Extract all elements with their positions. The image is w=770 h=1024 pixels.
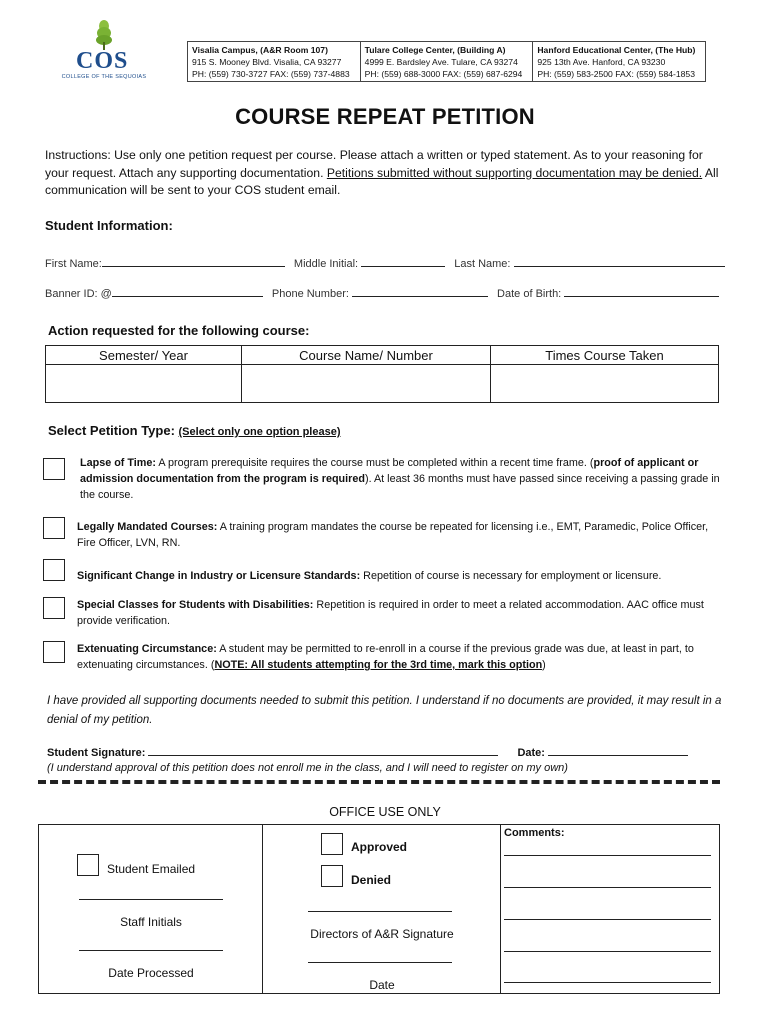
name-row xyxy=(45,257,725,270)
instructions-warning: Petitions submitted without supporting documentation may be denied. xyxy=(326,165,703,180)
campus-phone: PH: (559) 730-3727 FAX: (559) 737-4883 xyxy=(192,69,350,79)
section-divider xyxy=(38,780,720,784)
student-info-heading: Student Information: xyxy=(45,218,173,233)
denied-checkbox[interactable] xyxy=(321,865,343,887)
campus-hanford xyxy=(532,42,705,81)
times-taken-cell[interactable] xyxy=(491,365,719,403)
option-title: Extenuating Circumstance: xyxy=(77,643,217,655)
comment-line[interactable] xyxy=(504,855,711,856)
option-title: Legally Mandated Courses: xyxy=(77,521,218,533)
comment-line[interactable] xyxy=(504,951,711,952)
comment-line[interactable] xyxy=(504,887,711,888)
director-signature-line[interactable] xyxy=(308,911,452,912)
director-signature-label: Directors of A&R Signature xyxy=(310,927,454,941)
course-heading: Action requested for the following course: xyxy=(48,323,310,338)
office-column-decision xyxy=(263,825,501,993)
course-cell[interactable] xyxy=(242,365,491,403)
option-emphasis: NOTE: All students attempting for the 3rd time, mark this option xyxy=(214,659,543,671)
denied-label: Denied xyxy=(351,873,392,887)
campus-phone: PH: (559) 688-3000 FAX: (559) 687-6294 xyxy=(364,69,523,79)
campus-name: Tulare College Center, (Building A) xyxy=(364,45,506,55)
campus-address: 4999 E. Bardsley Ave. Tulare, CA 93274 xyxy=(364,57,518,67)
disabilities-option xyxy=(77,597,722,629)
campus-info-table xyxy=(187,41,706,82)
lapse-of-time-checkbox[interactable] xyxy=(43,458,65,480)
legally-mandated-checkbox[interactable] xyxy=(43,517,65,539)
signature-row xyxy=(47,746,688,759)
signature-date-label: Date: xyxy=(517,747,545,759)
acknowledgement-statement: I have provided all supporting documents needed to submit this petition. I understand if no documents are provided, it may result in a denial of my petition. xyxy=(47,695,722,726)
table-row xyxy=(46,365,719,403)
office-use-label: OFFICE USE ONLY xyxy=(329,805,441,819)
office-use-box xyxy=(38,824,720,994)
decision-date-label: Date xyxy=(369,978,395,992)
first-name-label: First Name: xyxy=(45,258,102,270)
id-row xyxy=(45,287,719,300)
logo-text: COS xyxy=(76,48,129,74)
student-signature-label: Student Signature: xyxy=(47,747,146,759)
phone-number-label: Phone Number: xyxy=(271,288,349,300)
campus-name: Hanford Educational Center, (The Hub) xyxy=(537,45,696,55)
option-text: A student may be permitted to re-enroll in a course if the previous grade was due, at least in part, to extenuating circumstances. ( xyxy=(77,643,694,671)
first-name-field[interactable] xyxy=(102,257,285,267)
middle-initial-label: Middle Initial: xyxy=(293,258,359,270)
option-title: Lapse of Time: xyxy=(80,457,156,469)
enrollment-note: (I understand approval of this petition does not enroll me in the class, and I will need to register on my own) xyxy=(47,762,568,774)
campus-address: 925 13th Ave. Hanford, CA 93230 xyxy=(537,57,666,67)
phone-number-field[interactable] xyxy=(352,287,488,297)
page-title: COURSE REPEAT PETITION xyxy=(235,104,535,129)
student-emailed-label: Student Emailed xyxy=(107,862,196,876)
signature-date-field[interactable] xyxy=(548,746,688,756)
petition-type-note: (Select only one option please) xyxy=(178,426,341,438)
industry-change-checkbox[interactable] xyxy=(43,559,65,581)
campus-tulare xyxy=(360,42,533,81)
column-header-times-taken: Times Course Taken xyxy=(491,346,719,365)
campus-address: 915 S. Mooney Blvd. Visalia, CA 93277 xyxy=(192,57,342,67)
staff-initials-label: Staff Initials xyxy=(120,915,182,929)
approved-checkbox[interactable] xyxy=(321,833,343,855)
option-text-end: ) xyxy=(542,659,546,671)
approved-label: Approved xyxy=(351,840,408,854)
campus-visalia xyxy=(188,42,360,81)
option-text: Repetition of course is necessary for employment or licensure. xyxy=(360,570,662,582)
last-name-field[interactable] xyxy=(514,257,725,267)
cos-logo xyxy=(54,20,154,82)
extenuating-option xyxy=(77,641,722,673)
instructions-email-note: All communication will be sent to your COS student email. xyxy=(45,165,719,197)
extenuating-checkbox[interactable] xyxy=(43,641,65,663)
office-column-comments xyxy=(501,825,719,993)
office-column-staff xyxy=(39,825,263,993)
option-text: A training program mandates the course be repeated for licensing i.e., EMT, Paramedic, Police Officer, Fire Officer, LVN, RN. xyxy=(77,521,709,549)
industry-change-option xyxy=(77,568,722,584)
option-text: A program prerequisite requires the course must be completed within a recent time frame. ( xyxy=(156,457,594,469)
middle-initial-field[interactable] xyxy=(361,257,445,267)
decision-date-line[interactable] xyxy=(308,962,452,963)
option-title: Significant Change in Industry or Licensure Standards: xyxy=(77,570,361,582)
option-title: Special Classes for Students with Disabilities: xyxy=(77,599,314,611)
instructions xyxy=(45,147,725,200)
logo-subtext: COLLEGE OF THE SEQUOIAS xyxy=(61,74,147,80)
instructions-text: Instructions: Use only one petition request per course. Please attach a written or typed statement. As to your reasoning for your request. Attach any supporting documentation. xyxy=(45,148,703,180)
option-text: Repetition is required in order to meet a related accommodation. AAC office must provide verification. xyxy=(77,599,704,627)
petition-type-heading xyxy=(48,423,341,438)
banner-id-label: Banner ID: @ xyxy=(45,288,112,300)
tree-icon xyxy=(95,20,113,50)
date-processed-line[interactable] xyxy=(79,950,223,951)
petition-type-label: Select Petition Type: xyxy=(48,423,179,438)
comment-line[interactable] xyxy=(504,919,711,920)
banner-id-field[interactable] xyxy=(112,287,263,297)
disabilities-checkbox[interactable] xyxy=(43,597,65,619)
lapse-of-time-option xyxy=(80,455,722,503)
option-text-end: ). At least 36 months must have passed since receiving a passing grade in the course. xyxy=(80,473,720,501)
legally-mandated-option xyxy=(77,519,722,551)
last-name-label: Last Name: xyxy=(454,258,511,270)
date-processed-label: Date Processed xyxy=(108,966,194,980)
comment-line[interactable] xyxy=(504,982,711,983)
date-of-birth-field[interactable] xyxy=(564,287,719,297)
semester-cell[interactable] xyxy=(46,365,242,403)
student-emailed-checkbox[interactable] xyxy=(77,854,99,876)
staff-initials-line[interactable] xyxy=(79,899,223,900)
course-table xyxy=(45,345,719,403)
campus-phone: PH: (559) 583-2500 FAX: (559) 584-1853 xyxy=(537,69,695,79)
date-of-birth-label: Date of Birth: xyxy=(497,288,562,300)
campus-name: Visalia Campus, (A&R Room 107) xyxy=(192,45,328,55)
comments-label: Comments: xyxy=(504,827,565,839)
student-signature-field[interactable] xyxy=(148,746,498,756)
column-header-course: Course Name/ Number xyxy=(242,346,491,365)
column-header-semester: Semester/ Year xyxy=(46,346,242,365)
option-emphasis: proof of applicant or admission documentation from the program is required xyxy=(80,457,699,485)
